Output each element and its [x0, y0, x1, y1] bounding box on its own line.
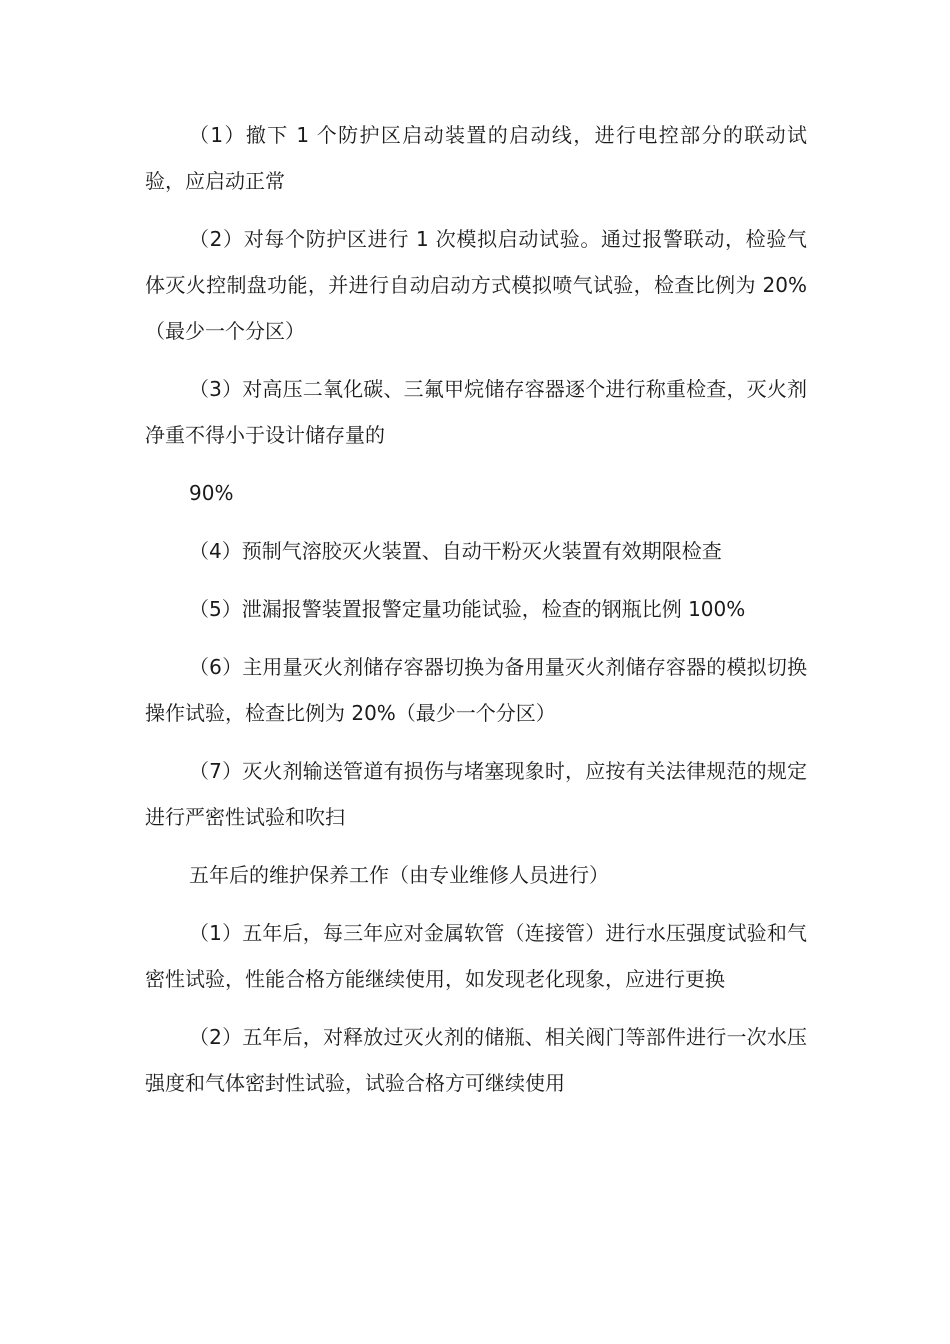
section-heading-five-year-maintenance: 五年后的维护保养工作（由专业维修人员进行）: [189, 863, 609, 887]
paragraph-item-4: （4）预制气溶胶灭火装置、自动干粉灭火装置有效期限检查: [189, 539, 722, 563]
paragraph-continuation-90-percent: 90%: [189, 481, 234, 505]
paragraph-item-5: （5）泄漏报警装置报警定量功能试验，检查的钢瓶比例 100%: [189, 597, 746, 621]
paragraph-item-2: （2）对每个防护区进行 1 次模拟启动试验。通过报警联动，检验气体灭火控制盘功能，并进行自动启动方式模拟喷气试验，检查比例为 20%（最少一个分区）: [145, 227, 807, 343]
document-body: [145, 112, 807, 1118]
paragraph-item-6: （6）主用量灭火剂储存容器切换为备用量灭火剂储存容器的模拟切换操作试验，检查比例为 20%（最少一个分区）: [145, 655, 807, 725]
paragraph-five-year-item-2: （2）五年后，对释放过灭火剂的储瓶、相关阀门等部件进行一次水压强度和气体密封性试验，试验合格方可继续使用: [145, 1025, 807, 1095]
paragraph-item-7: （7）灭火剂输送管道有损伤与堵塞现象时，应按有关法律规范的规定进行严密性试验和吹扫: [145, 759, 807, 829]
paragraph-item-1: （1）撤下 1 个防护区启动装置的启动线，进行电控部分的联动试验，应启动正常: [145, 123, 807, 193]
paragraph-item-3: （3）对高压二氧化碳、三氟甲烷储存容器逐个进行称重检查，灭火剂净重不得小于设计储存量的: [145, 377, 807, 447]
paragraph-five-year-item-1: （1）五年后，每三年应对金属软管（连接管）进行水压强度试验和气密性试验，性能合格方能继续使用，如发现老化现象，应进行更换: [145, 921, 807, 991]
